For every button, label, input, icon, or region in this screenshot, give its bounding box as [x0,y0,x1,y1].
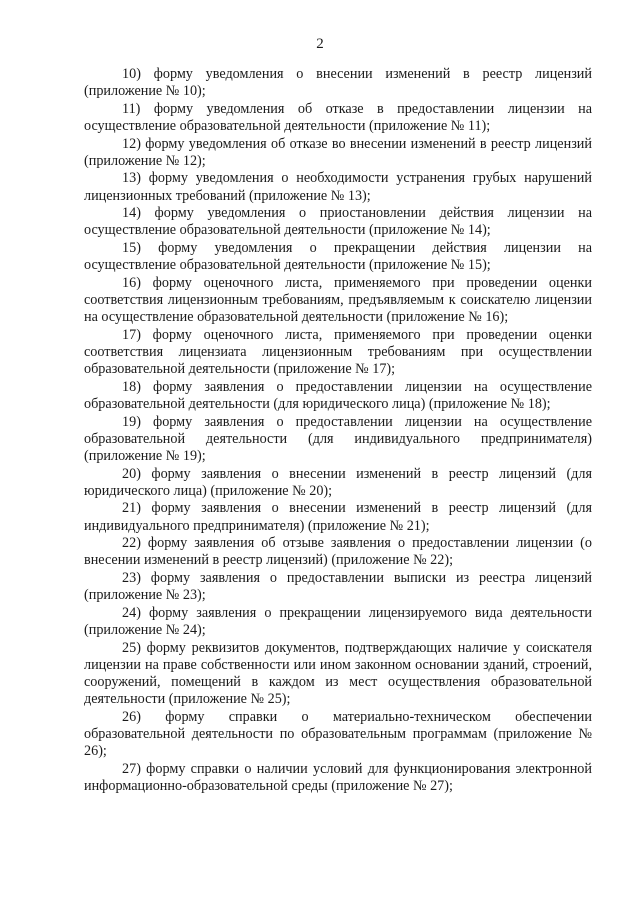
list-item-20: 20) форму заявления о внесении изменений в реестр лицензий (для юридического лица) (приложение № 20); [84,465,592,499]
list-item-18: 18) форму заявления о предоставлении лицензии на осуществление образовательной деятельности (для юридического лица) (приложение № 18); [84,378,592,412]
list-item-10: 10) форму уведомления о внесении изменений в реестр лицензий (приложение № 10); [84,66,592,100]
list-item-21: 21) форму заявления о внесении изменений в реестр лицензий (для индивидуального предпринимателя) (приложение № 21); [84,500,592,534]
list-item-11: 11) форму уведомления об отказе в предоставлении лицензии на осуществление образовательной деятельности (приложение № 11); [84,100,592,134]
list-item-22: 22) форму заявления об отзыве заявления о предоставлении лицензии (о внесении изменений в реестр лицензий) (приложение № 22); [84,535,592,569]
document-body [84,66,592,796]
list-item-25: 25) форму реквизитов документов, подтверждающих наличие у соискателя лицензии на праве собственности или ином законном основании зданий, строений, сооружений, помещений в каждом из мест осуществления образовательной деятельности (приложение № 25); [84,639,592,708]
list-item-19: 19) форму заявления о предоставлении лицензии на осуществление образовательной деятельности (для индивидуального предпринимателя) (приложение № 19); [84,413,592,464]
list-item-26: 26) форму справки о материально-техническом обеспечении образовательной деятельности по образовательным программам (приложение № 26); [84,708,592,760]
list-item-27: 27) форму справки о наличии условий для функционирования электронной информационно-образовательной среды (приложение № 27); [84,760,592,794]
list-item-17: 17) форму оценочного листа, применяемого при проведении оценки соответствия лицензиата лицензионным требованиям при осуществлении образовательной деятельности (приложение № 17); [84,326,592,378]
list-item-12: 12) форму уведомления об отказе во внесении изменений в реестр лицензий (приложение № 12); [84,135,592,169]
list-item-16: 16) форму оценочного листа, применяемого при проведении оценки соответствия лицензионным требованиям, предъявляемым к соискателю лицензии на осуществление образовательной деятельности (приложение № 16); [84,274,592,326]
list-item-13: 13) форму уведомления о необходимости устранения грубых нарушений лицензионных требований (приложение № 13); [84,170,592,204]
list-item-24: 24) форму заявления о прекращении лицензируемого вида деятельности (приложение № 24); [84,604,592,638]
list-item-15: 15) форму уведомления о прекращении действия лицензии на осуществление образовательной деятельности (приложение № 15); [84,239,592,274]
list-item-23: 23) форму заявления о предоставлении выписки из реестра лицензий (приложение № 23); [84,569,592,604]
list-item-14: 14) форму уведомления о приостановлении действия лицензии на осуществление образовательной деятельности (приложение № 14); [84,205,592,239]
page-number: 2 [316,36,324,52]
